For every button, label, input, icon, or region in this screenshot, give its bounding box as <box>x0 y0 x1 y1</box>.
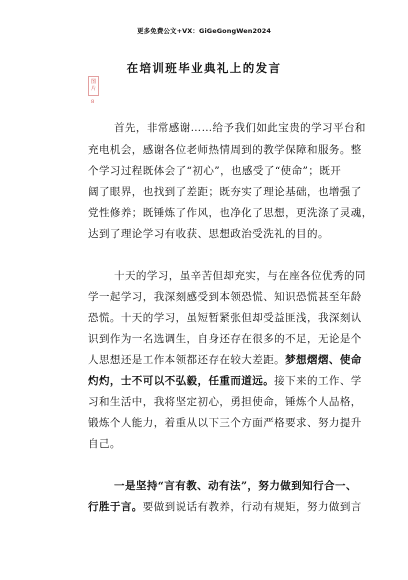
paragraph-line: 达到了理论学习有收获、思想政治受洗礼的目的。 <box>88 228 329 240</box>
image-placeholder-stamp <box>88 76 99 96</box>
stamp-number: 8 <box>91 99 95 105</box>
paragraph-line: 自己。 <box>88 438 121 450</box>
paragraph-emphasis: 行胜于言。 <box>88 501 143 513</box>
paragraph-text: 要做到说话有教养，行动有规矩，努力做到言 <box>142 501 362 513</box>
paragraph-emphasis: 灼灼，士不可以不弘毅，任重而道远。 <box>88 375 275 387</box>
paragraph-line: 恐慌。十天的学习，虽短暂紧张但却受益匪浅，我深刻认 <box>88 312 362 324</box>
paragraph-emphasis: 梦想熠熠、使命 <box>285 354 362 366</box>
header-note: 更多免费公文+VX：GiGeGongWen2024 <box>137 27 271 35</box>
paragraph-line: 锻炼个人能力，着重从以下三个方面严格要求、努力提升 <box>88 417 362 429</box>
paragraph-line <box>88 352 362 367</box>
paragraph-line: 首先，非常感谢……给予我们如此宝贵的学习平台和 <box>114 122 366 134</box>
paragraph-line <box>88 373 362 388</box>
paragraph-line <box>88 499 362 514</box>
paragraph-line: 个学习过程既体会了“初心”，也感受了“使命”；既开 <box>88 165 342 177</box>
paragraph-line: 学一起学习，我深刻感受到本领恐慌、知识恐慌甚至年龄 <box>88 291 362 303</box>
document-title: 在培训班毕业典礼上的发言 <box>126 61 282 75</box>
paragraph-line: 识到作为一名选调生，自身还存在很多的不足，无论是个 <box>88 333 362 345</box>
stamp-char: 图 <box>90 79 96 85</box>
paragraph-text: 接下来的工作、学 <box>274 375 362 387</box>
paragraph-line: 一是坚持“言有教、动有法”，努力做到知行合一、 <box>114 480 357 492</box>
paragraph-line: 十天的学习，虽辛苦但却充实，与在座各位优秀的同 <box>114 270 366 282</box>
paragraph-line: 习和生活中，我将坚定初心，勇担使命，锤炼个人品格， <box>88 396 362 408</box>
paragraph-line: 阔了眼界，也找到了差距；既夯实了理论基础，也增强了 <box>88 186 362 198</box>
paragraph-line: 充电机会，感谢各位老师热情周到的教学保障和服务。整 <box>88 144 362 156</box>
stamp-char: 片 <box>90 86 96 92</box>
paragraph-text: 人思想还是工作本领都还存在较大差距。 <box>88 354 286 366</box>
paragraph-line: 党性修养；既锤炼了作风，也净化了思想，更洗涤了灵魂， <box>88 207 373 219</box>
